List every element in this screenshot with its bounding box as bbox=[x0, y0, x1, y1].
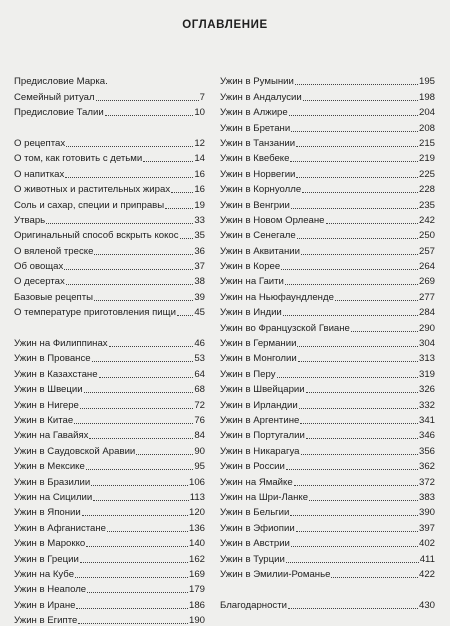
toc-entry-title: Ужин в Индии bbox=[220, 307, 282, 319]
toc-entry-page: 304 bbox=[418, 338, 435, 350]
dot-leader bbox=[180, 238, 194, 239]
group-spacer bbox=[220, 580, 435, 595]
dot-leader bbox=[171, 192, 193, 193]
dot-leader bbox=[306, 438, 418, 439]
toc-entry-title: Ужин во Французской Гвиане bbox=[220, 322, 350, 334]
toc-entry bbox=[14, 72, 205, 87]
dot-leader bbox=[80, 562, 188, 563]
toc-entry-title: Ужин в Афганистане bbox=[14, 522, 107, 534]
toc-entry-page: 208 bbox=[418, 122, 435, 134]
toc-entry-title: Ужин в Китае bbox=[14, 414, 74, 426]
toc-entry-page: 190 bbox=[188, 615, 205, 626]
toc-entry bbox=[14, 565, 205, 580]
toc-entry-title: Ужин в Бельгии bbox=[220, 507, 290, 519]
toc-entry-title: Семейный ритуал bbox=[14, 91, 95, 103]
toc-entry bbox=[220, 457, 435, 472]
toc-entry-page: 397 bbox=[418, 522, 435, 534]
toc-entry-title: Утварь bbox=[14, 214, 46, 226]
toc-entry-title: Ужин на Филиппинах bbox=[14, 338, 108, 350]
toc-entry-page: 84 bbox=[194, 430, 205, 442]
toc-entry-title: Ужин в Алжире bbox=[220, 107, 288, 119]
dot-leader bbox=[75, 577, 188, 578]
dot-leader bbox=[76, 608, 188, 609]
toc-entry bbox=[220, 565, 435, 580]
toc-entry-title: Ужин в Эфиопии bbox=[220, 522, 295, 534]
toc-entry-title: О животных и растительных жирах bbox=[14, 184, 171, 196]
toc-entry bbox=[14, 287, 205, 302]
dot-leader bbox=[309, 500, 418, 501]
dot-leader bbox=[94, 300, 193, 301]
toc-entry-title: Ужин на Кубе bbox=[14, 568, 75, 580]
toc-entry-page: 356 bbox=[418, 445, 435, 457]
dot-leader bbox=[288, 608, 418, 609]
toc-entry-title: О напитках bbox=[14, 168, 65, 180]
toc-entry-title: Ужин в Корее bbox=[220, 261, 281, 273]
toc-entry-page: 430 bbox=[418, 599, 435, 611]
toc-entry bbox=[220, 195, 435, 210]
toc-entry bbox=[220, 257, 435, 272]
toc-entry-title: Ужин в Швейцарии bbox=[220, 384, 305, 396]
toc-entry-page: 169 bbox=[188, 568, 205, 580]
toc-entry-title: Ужин в Португалии bbox=[220, 430, 305, 442]
dot-leader bbox=[294, 485, 418, 486]
toc-entry-title: Оригинальный способ вскрыть кокос bbox=[14, 230, 179, 242]
dot-leader bbox=[286, 469, 418, 470]
toc-entry-page: 341 bbox=[418, 414, 435, 426]
toc-entry-title: Ужин в Провансе bbox=[14, 353, 91, 365]
toc-entry bbox=[14, 364, 205, 379]
dot-leader bbox=[295, 84, 418, 85]
dot-leader bbox=[290, 161, 418, 162]
toc-entry-page: 215 bbox=[418, 137, 435, 149]
toc-entry-title: Ужин в Турции bbox=[220, 553, 285, 565]
toc-entry-title: Ужин в Норвегии bbox=[220, 168, 296, 180]
toc-entry bbox=[14, 503, 205, 518]
dot-leader bbox=[96, 100, 199, 101]
toc-entry-page: 326 bbox=[418, 384, 435, 396]
toc-entry-page: 402 bbox=[418, 538, 435, 550]
toc-entry bbox=[220, 180, 435, 195]
toc-entry bbox=[220, 272, 435, 287]
toc-entry-page: 290 bbox=[418, 322, 435, 334]
toc-entry-title: Ужин в Австрии bbox=[220, 538, 290, 550]
dot-leader bbox=[299, 408, 418, 409]
toc-entry bbox=[14, 349, 205, 364]
dot-leader bbox=[143, 161, 193, 162]
toc-entry bbox=[220, 549, 435, 564]
toc-entry-page: 7 bbox=[199, 91, 205, 103]
toc-entry-page: 140 bbox=[188, 538, 205, 550]
toc-entry-title: Ужин в Квебеке bbox=[220, 153, 290, 165]
toc-entry-page: 269 bbox=[418, 276, 435, 288]
dot-leader bbox=[335, 300, 418, 301]
toc-entry-title: Ужин в России bbox=[220, 461, 285, 473]
toc-entry-page: 204 bbox=[418, 107, 435, 119]
toc-entry-page: 136 bbox=[188, 522, 205, 534]
toc-entry bbox=[14, 149, 205, 164]
toc-entry bbox=[220, 334, 435, 349]
toc-entry-page: 95 bbox=[194, 461, 205, 473]
toc-entry bbox=[14, 426, 205, 441]
toc-entry-title: Базовые рецепты bbox=[14, 291, 94, 303]
dot-leader bbox=[291, 546, 418, 547]
toc-entry-page: 186 bbox=[188, 599, 205, 611]
toc-entry-title: Ужин в Перу bbox=[220, 368, 276, 380]
toc-entry bbox=[14, 164, 205, 179]
toc-entry bbox=[220, 164, 435, 179]
toc-entry-page: 228 bbox=[418, 184, 435, 196]
dot-leader bbox=[286, 562, 419, 563]
toc-entry-page: 45 bbox=[194, 307, 205, 319]
dot-leader bbox=[80, 408, 193, 409]
toc-entry-title: Ужин в Мексике bbox=[14, 461, 85, 473]
group-spacer bbox=[14, 118, 205, 133]
toc-entry bbox=[220, 211, 435, 226]
dot-leader bbox=[107, 531, 188, 532]
toc-entry-title: Ужин в Танзании bbox=[220, 137, 296, 149]
dot-leader bbox=[66, 284, 194, 285]
dot-leader bbox=[301, 254, 418, 255]
toc-entry bbox=[220, 241, 435, 256]
toc-entry-title: Ужин в Эмилии-Романье bbox=[220, 568, 331, 580]
toc-entry bbox=[220, 72, 435, 87]
page-title: ОГЛАВЛЕНИЕ bbox=[182, 19, 268, 31]
toc-entry-page: 16 bbox=[194, 168, 205, 180]
toc-entry-title: Соль и сахар, специи и приправы bbox=[14, 199, 165, 211]
toc-entry-title: Ужин в Аквитании bbox=[220, 245, 300, 257]
toc-entry bbox=[220, 364, 435, 379]
dot-leader bbox=[331, 577, 418, 578]
toc-entry-title: Ужин в Нигере bbox=[14, 399, 79, 411]
toc-entry bbox=[14, 103, 205, 118]
toc-entry-page: 372 bbox=[418, 476, 435, 488]
toc-entry bbox=[220, 287, 435, 302]
dot-leader bbox=[296, 177, 418, 178]
dot-leader bbox=[301, 454, 418, 455]
toc-entry-title: Ужин в Иране bbox=[14, 599, 76, 611]
dot-leader bbox=[296, 146, 418, 147]
toc-entry-page: 250 bbox=[418, 230, 435, 242]
toc-entry-page: 346 bbox=[418, 430, 435, 442]
dot-leader bbox=[298, 361, 418, 362]
toc-entry bbox=[14, 441, 205, 456]
dot-leader bbox=[291, 131, 418, 132]
toc-entry bbox=[220, 349, 435, 364]
toc-entry-title: Ужин в Монголии bbox=[220, 353, 297, 365]
dot-leader bbox=[94, 254, 193, 255]
dot-leader bbox=[136, 454, 193, 455]
toc-entry bbox=[14, 488, 205, 503]
toc-entry-title: Ужин в Греции bbox=[14, 553, 79, 565]
toc-entry-title: Ужин в Швеции bbox=[14, 384, 83, 396]
toc-entry bbox=[220, 503, 435, 518]
dot-leader bbox=[105, 115, 194, 116]
toc-entry-title: Ужин в Новом Орлеане bbox=[220, 214, 325, 226]
toc-entry-page: 35 bbox=[194, 230, 205, 242]
toc-entry bbox=[14, 534, 205, 549]
toc-entry bbox=[14, 241, 205, 256]
toc-entry-page: 37 bbox=[194, 261, 205, 273]
toc-column-left bbox=[14, 72, 205, 626]
toc-entry-title: Предисловие Талии bbox=[14, 107, 104, 119]
toc-entry bbox=[14, 195, 205, 210]
dot-leader bbox=[283, 315, 418, 316]
dot-leader bbox=[177, 315, 193, 316]
dot-leader bbox=[74, 423, 193, 424]
toc-entry-page: 313 bbox=[418, 353, 435, 365]
toc-entry bbox=[14, 226, 205, 241]
toc-entry bbox=[220, 518, 435, 533]
dot-leader bbox=[351, 331, 418, 332]
toc-entry-title: Ужин в Марокко bbox=[14, 538, 86, 550]
toc-entry-page: 225 bbox=[418, 168, 435, 180]
toc-entry bbox=[220, 226, 435, 241]
toc-entry-title: Ужин в Саудовской Аравии bbox=[14, 445, 136, 457]
toc-entry-page: 383 bbox=[418, 491, 435, 503]
toc-entry-page: 76 bbox=[194, 414, 205, 426]
toc-entry bbox=[14, 380, 205, 395]
dot-leader bbox=[285, 284, 418, 285]
dot-leader bbox=[326, 223, 418, 224]
toc-entry-title: О десертах bbox=[14, 276, 65, 288]
toc-entry-page: 16 bbox=[194, 184, 205, 196]
toc-entry-title: О том, как готовить с детьми bbox=[14, 153, 143, 165]
dot-leader bbox=[290, 515, 418, 516]
toc-entry-title: Ужин в Неаполе bbox=[14, 584, 87, 596]
dot-leader bbox=[89, 438, 193, 439]
toc-entry bbox=[220, 595, 435, 610]
dot-leader bbox=[82, 515, 188, 516]
toc-entry-title: Об овощах bbox=[14, 261, 64, 273]
dot-leader bbox=[165, 208, 193, 209]
toc-entry bbox=[14, 303, 205, 318]
dot-leader bbox=[93, 500, 188, 501]
dot-leader bbox=[297, 346, 418, 347]
toc-entry-title: Ужин в Румынии bbox=[220, 76, 294, 88]
toc-entry-page: 14 bbox=[194, 153, 205, 165]
dot-leader bbox=[291, 208, 418, 209]
toc-entry bbox=[14, 334, 205, 349]
toc-entry-page: 68 bbox=[194, 384, 205, 396]
toc-entry-title: Ужин в Сенегале bbox=[220, 230, 296, 242]
toc-entry-title: Ужин на Ньюфаундленде bbox=[220, 291, 334, 303]
dot-leader bbox=[65, 177, 193, 178]
dot-leader bbox=[78, 623, 188, 624]
dot-leader bbox=[281, 269, 418, 270]
toc-entry bbox=[14, 180, 205, 195]
toc-entry-page: 72 bbox=[194, 399, 205, 411]
toc-entry bbox=[14, 411, 205, 426]
toc-entry bbox=[14, 595, 205, 610]
toc-entry bbox=[220, 103, 435, 118]
toc-entry bbox=[220, 411, 435, 426]
toc-entry bbox=[14, 457, 205, 472]
toc-entry-title: Ужин на Сицилии bbox=[14, 491, 93, 503]
dot-leader bbox=[277, 377, 418, 378]
toc-entry bbox=[14, 272, 205, 287]
toc-entry-page: 10 bbox=[194, 107, 205, 119]
toc-entry-title: Ужин на Ямайке bbox=[220, 476, 293, 488]
toc-entry-title: Ужин в Андалусии bbox=[220, 91, 302, 103]
toc-entry bbox=[220, 87, 435, 102]
toc-entry bbox=[14, 472, 205, 487]
toc-entry-title: Ужин в Казахстане bbox=[14, 368, 98, 380]
dot-leader bbox=[64, 269, 193, 270]
toc-entry-title: Ужин в Венгрии bbox=[220, 199, 290, 211]
dot-leader bbox=[306, 392, 418, 393]
toc-entry bbox=[14, 549, 205, 564]
toc-entry bbox=[14, 611, 205, 626]
toc-entry-title: Ужин в Японии bbox=[14, 507, 81, 519]
dot-leader bbox=[99, 377, 194, 378]
toc-entry-page: 106 bbox=[188, 476, 205, 488]
toc-entry-title: Ужин в Аргентине bbox=[220, 414, 300, 426]
toc-entry-page: 39 bbox=[194, 291, 205, 303]
toc-entry-page: 90 bbox=[194, 445, 205, 457]
toc-entry bbox=[220, 488, 435, 503]
toc-entry-title: Благодарности bbox=[220, 599, 287, 611]
dot-leader bbox=[300, 423, 418, 424]
toc-entry-page: 38 bbox=[194, 276, 205, 288]
toc-entry-page: 162 bbox=[188, 553, 205, 565]
toc-entry-title: Ужин в Корнуолле bbox=[220, 184, 302, 196]
toc-entry-title: О вяленой треске bbox=[14, 245, 94, 257]
group-spacer bbox=[14, 318, 205, 333]
toc-entry-page: 422 bbox=[418, 568, 435, 580]
toc-entry-page: 277 bbox=[418, 291, 435, 303]
toc-entry-page: 120 bbox=[188, 507, 205, 519]
toc-entry-title: О рецептах bbox=[14, 137, 66, 149]
dot-leader bbox=[289, 115, 418, 116]
toc-entry bbox=[220, 149, 435, 164]
toc-entry-title: Предисловие Марка. bbox=[14, 76, 108, 88]
toc-entry bbox=[220, 303, 435, 318]
toc-entry bbox=[14, 580, 205, 595]
toc-entry-page: 33 bbox=[194, 214, 205, 226]
dot-leader bbox=[46, 223, 193, 224]
dot-leader bbox=[109, 346, 194, 347]
toc-entry-title: Ужин в Никарагуа bbox=[220, 445, 300, 457]
toc-entry-page: 362 bbox=[418, 461, 435, 473]
toc-entry bbox=[14, 395, 205, 410]
toc-entry-title: Ужин на Гавайях bbox=[14, 430, 89, 442]
toc-entry-title: Ужин в Бретани bbox=[220, 122, 291, 134]
toc-entry-page: 264 bbox=[418, 261, 435, 273]
toc-entry-title: О температуре приготовления пищи bbox=[14, 307, 176, 319]
dot-leader bbox=[66, 146, 193, 147]
dot-leader bbox=[92, 361, 194, 362]
toc-entry bbox=[220, 426, 435, 441]
toc-entry-page: 19 bbox=[194, 199, 205, 211]
toc-entry-title: Ужин на Гаити bbox=[220, 276, 284, 288]
toc-entry-page: 195 bbox=[418, 76, 435, 88]
dot-leader bbox=[86, 546, 188, 547]
toc-entry-page: 219 bbox=[418, 153, 435, 165]
toc-entry-page: 242 bbox=[418, 214, 435, 226]
dot-leader bbox=[302, 192, 418, 193]
toc-entry bbox=[14, 518, 205, 533]
toc-entry bbox=[14, 257, 205, 272]
toc-entry-page: 36 bbox=[194, 245, 205, 257]
toc-entry-page: 179 bbox=[188, 584, 205, 596]
toc-entry-page: 12 bbox=[194, 137, 205, 149]
toc-entry-page: 332 bbox=[418, 399, 435, 411]
toc-entry-page: 411 bbox=[419, 553, 435, 565]
toc-entry-page: 257 bbox=[418, 245, 435, 257]
dot-leader bbox=[87, 592, 188, 593]
toc-entry-page: 235 bbox=[418, 199, 435, 211]
toc-entry bbox=[220, 118, 435, 133]
toc-entry bbox=[220, 534, 435, 549]
dot-leader bbox=[303, 100, 418, 101]
toc-entry-title: Ужин в Египте bbox=[14, 615, 78, 626]
toc-entry-title: Ужин на Шри-Ланке bbox=[220, 491, 309, 503]
toc-entry-title: Ужин в Германии bbox=[220, 338, 297, 350]
toc-entry-page: 46 bbox=[194, 338, 205, 350]
toc-entry-page: 390 bbox=[418, 507, 435, 519]
dot-leader bbox=[91, 485, 188, 486]
toc-entry bbox=[220, 441, 435, 456]
toc-entry-page: 113 bbox=[189, 491, 205, 503]
toc-entry-title: Ужин в Бразилии bbox=[14, 476, 91, 488]
toc-entry bbox=[220, 134, 435, 149]
toc-entry-page: 319 bbox=[418, 368, 435, 380]
toc-entry bbox=[14, 87, 205, 102]
dot-leader bbox=[297, 238, 418, 239]
dot-leader bbox=[296, 531, 418, 532]
toc-entry-page: 64 bbox=[194, 368, 205, 380]
toc-entry bbox=[14, 134, 205, 149]
toc-entry-title: Ужин в Ирландии bbox=[220, 399, 298, 411]
toc-entry bbox=[220, 395, 435, 410]
toc-entry-page: 198 bbox=[418, 91, 435, 103]
toc-entry bbox=[220, 318, 435, 333]
toc-entry bbox=[14, 211, 205, 226]
toc-entry-page: 284 bbox=[418, 307, 435, 319]
toc-column-right bbox=[220, 72, 435, 611]
dot-leader bbox=[86, 469, 194, 470]
dot-leader bbox=[84, 392, 194, 393]
toc-entry-page: 53 bbox=[194, 353, 205, 365]
toc-entry bbox=[220, 380, 435, 395]
toc-entry bbox=[220, 472, 435, 487]
